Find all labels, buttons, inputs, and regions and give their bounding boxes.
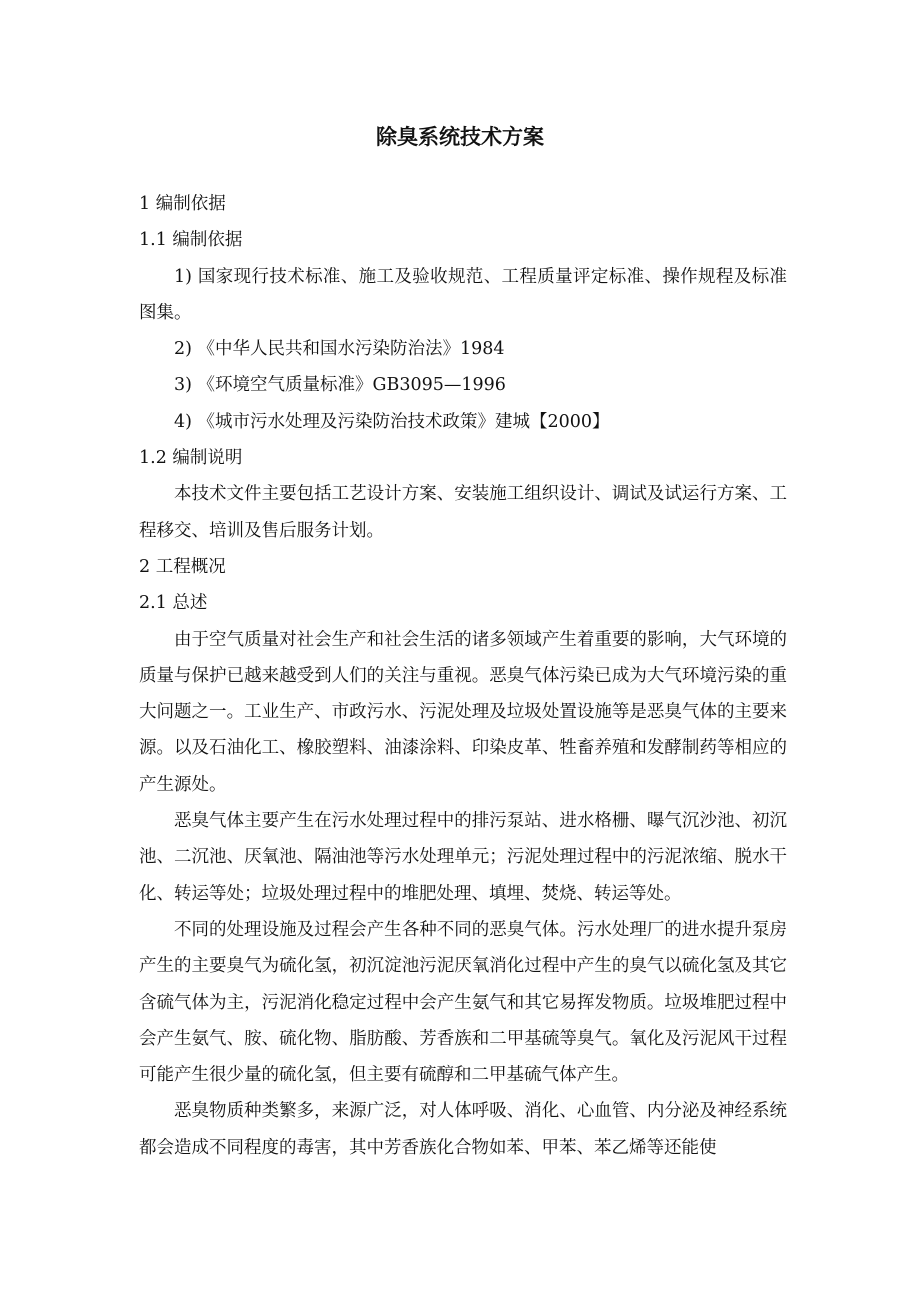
basis-item-3: 3) 《环境空气质量标准》GB3095—1996 — [174, 375, 506, 396]
basis-item-4: 4) 《城市污水处理及污染防治技术政策》建城【2000】 — [174, 411, 610, 432]
overview-paragraph-3: 不同的处理设施及过程会产生各种不同的恶臭气体。污水处理厂的进水提升泵房产生的主要臭气为硫化氢，初沉淀池污泥厌氧消化过程中产生的臭气以硫化氢及其它含硫气体为主，污泥消化稳定过程中会产生氨气和其它易挥发物质。垃圾堆肥过程中会产生氨气、胺、硫化物、脂肪酸、芳香族和二甲基硫等臭气。氧化及污泥风干过程可能产生很少量的硫化氢，但主要有硫醇和二甲基硫气体产生。 — [139, 919, 787, 1086]
section-heading-1: 1 编制依据 — [139, 194, 226, 214]
document-title: 除臭系统技术方案 — [376, 125, 544, 149]
document-body — [139, 186, 787, 1166]
description-paragraph: 本技术文件主要包括工艺设计方案、安装施工组织设计、调试及试运行方案、工程移交、培训及售后服务计划。 — [139, 484, 787, 541]
section-heading-2: 2 工程概况 — [139, 556, 226, 577]
section-heading-1-2: 1.2 编制说明 — [139, 448, 243, 469]
overview-paragraph-4: 恶臭物质种类繁多，来源广泛，对人体呼吸、消化、心血管、内分泌及神经系统都会造成不同程度的毒害，其中芳香族化合物如苯、甲苯、苯乙烯等还能使 — [139, 1101, 787, 1158]
overview-paragraph-2: 恶臭气体主要产生在污水处理过程中的排污泵站、进水格栅、曝气沉沙池、初沉池、二沉池、厌氧池、隔油池等污水处理单元；污泥处理过程中的污泥浓缩、脱水干化、转运等处；垃圾处理过程中的堆肥处理、填埋、焚烧、转运等处。 — [139, 811, 787, 904]
basis-item-1: 1) 国家现行技术标准、施工及验收规范、工程质量评定标准、操作规程及标准图集。 — [139, 266, 787, 323]
section-heading-2-1: 2.1 总述 — [139, 593, 208, 614]
basis-item-2: 2) 《中华人民共和国水污染防治法》1984 — [174, 339, 505, 360]
section-heading-1-1: 1.1 编制依据 — [139, 230, 243, 251]
overview-paragraph-1: 由于空气质量对社会生产和社会生活的诸多领域产生着重要的影响，大气环境的质量与保护已越来越受到人们的关注与重视。恶臭气体污染已成为大气环境污染的重大问题之一。工业生产、市政污水、污泥处理及垃圾处置设施等是恶臭气体的主要来源。以及石油化工、橡胶塑料、油漆涂料、印染皮革、牲畜养殖和发酵制药等相应的产生源处。 — [139, 629, 787, 795]
